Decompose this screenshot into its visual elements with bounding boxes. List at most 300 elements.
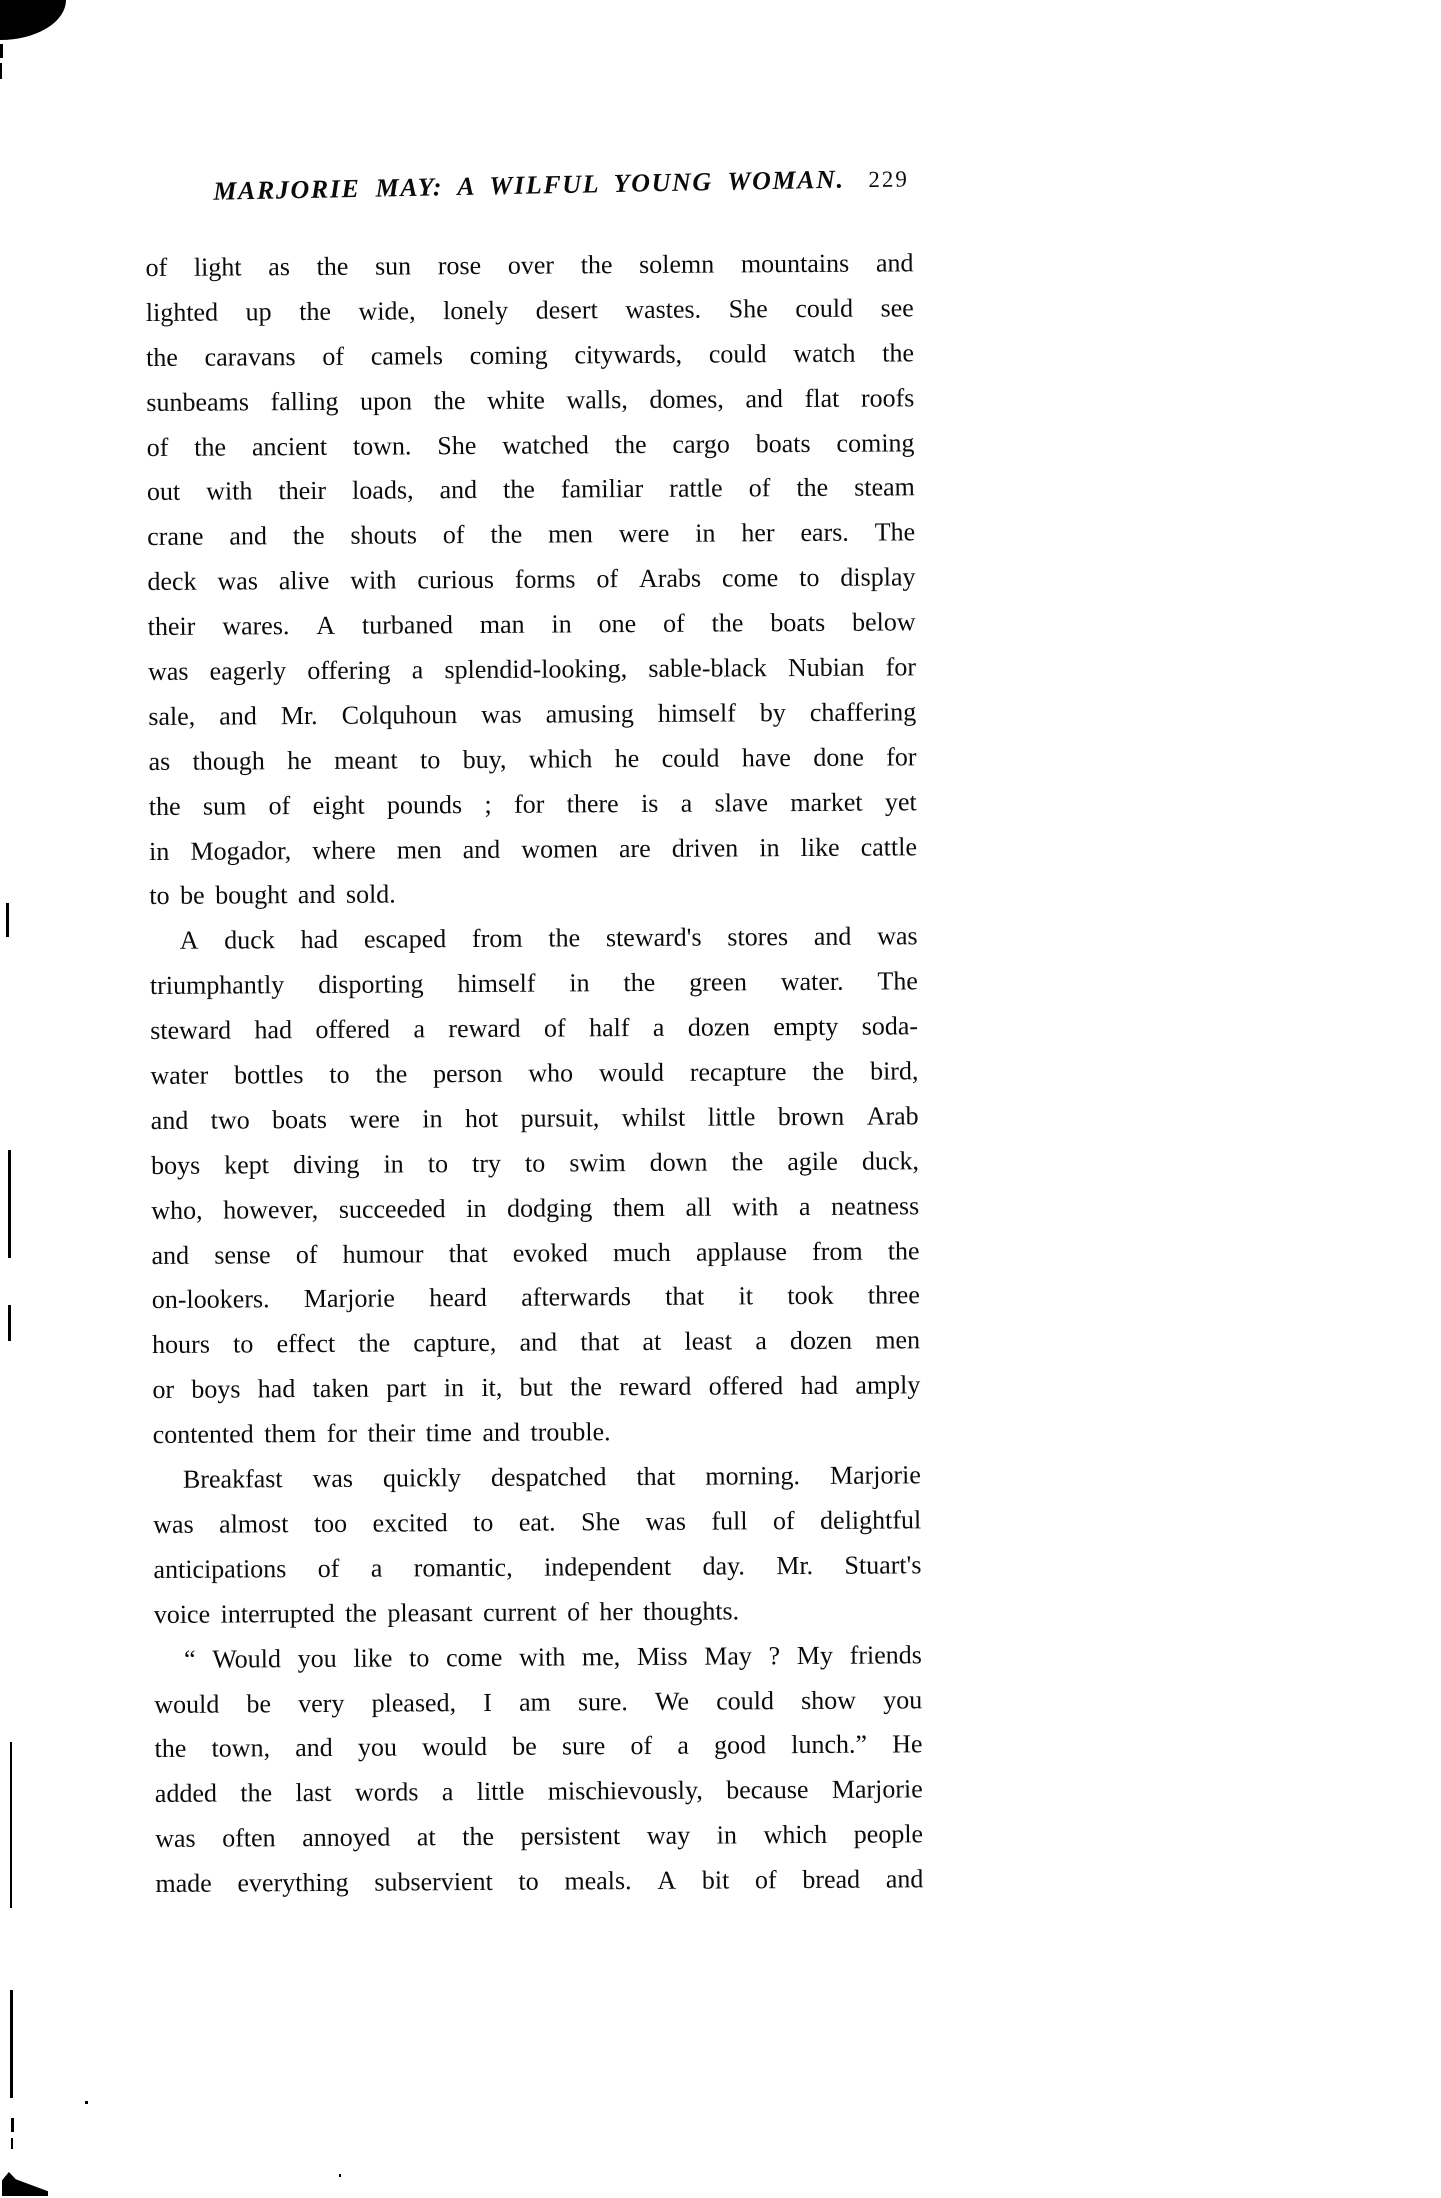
word: to: [518, 1866, 539, 1896]
scan-artifact-mark: [10, 1742, 12, 1908]
word: sable-black: [648, 653, 767, 683]
word: shouts: [350, 520, 418, 551]
word: Arab: [866, 1101, 919, 1131]
word: had: [300, 925, 339, 955]
word: loads,: [352, 475, 414, 506]
word: duck,: [861, 1146, 920, 1176]
word: to: [409, 1642, 430, 1673]
word: who,: [151, 1195, 203, 1225]
word: the: [548, 923, 581, 953]
word: see: [880, 293, 914, 323]
word: the: [292, 521, 325, 551]
word: himself: [457, 968, 536, 999]
word: afterwards: [521, 1282, 632, 1313]
word: sense: [214, 1239, 271, 1270]
word: morning.: [705, 1461, 801, 1491]
word: words: [354, 1777, 419, 1808]
word: water: [150, 1060, 209, 1091]
word: water.: [780, 966, 844, 997]
word: that: [636, 1461, 676, 1492]
scan-artifact-mark: [0, 44, 3, 58]
word: too: [313, 1508, 348, 1538]
text-line: [147, 421, 915, 471]
word: it,: [481, 1373, 503, 1403]
word: chaffering: [809, 697, 917, 727]
word: he: [614, 743, 640, 773]
text-line: [150, 915, 918, 965]
word: and: [151, 1240, 190, 1270]
word: their: [147, 611, 196, 642]
word: sum: [202, 791, 247, 821]
word: the: [316, 251, 349, 281]
word: himself: [657, 698, 736, 728]
word: display: [840, 562, 916, 592]
word: like: [353, 1643, 393, 1673]
word: where: [312, 835, 376, 865]
word: wares.: [222, 611, 290, 641]
word: the: [299, 296, 332, 326]
word: one: [598, 609, 637, 639]
word: was: [147, 656, 189, 687]
word: a: [798, 1191, 811, 1221]
word: to: [524, 1148, 546, 1178]
text-line: [149, 780, 917, 830]
word: mountains: [740, 248, 850, 279]
word: boys: [150, 1150, 201, 1180]
word: day.: [702, 1551, 745, 1581]
word: duck: [224, 925, 275, 955]
word: deck: [147, 566, 197, 597]
word: the: [462, 1822, 495, 1852]
text-line: [151, 1094, 919, 1144]
word: A: [657, 1865, 677, 1895]
word: of: [543, 1013, 566, 1043]
word: last: [295, 1778, 332, 1808]
word: town,: [211, 1733, 271, 1764]
word: was: [217, 566, 258, 596]
scan-artifact-mark: [0, 63, 2, 79]
word: of: [442, 520, 465, 550]
text-line: [154, 1633, 922, 1683]
word: bottles: [234, 1060, 304, 1090]
word: green: [689, 967, 747, 997]
word: on-lookers.: [151, 1284, 270, 1315]
word: could: [795, 293, 854, 323]
word: reward: [619, 1371, 692, 1402]
word: to: [233, 1329, 254, 1359]
word: done: [813, 742, 864, 772]
word: the: [490, 520, 523, 550]
word: camels: [370, 340, 444, 371]
word: as: [268, 252, 290, 282]
text-line: [153, 1498, 921, 1548]
word: the: [503, 475, 535, 505]
word: below: [851, 607, 916, 637]
word: all: [685, 1192, 712, 1222]
text-line: [155, 1812, 923, 1862]
word: delightful: [820, 1505, 922, 1535]
text-line: [150, 960, 918, 1010]
word: with: [206, 476, 253, 507]
word: Miss: [636, 1641, 688, 1671]
word: man: [479, 609, 525, 640]
word: for: [885, 652, 917, 682]
word: you: [297, 1643, 337, 1673]
word: in: [466, 1193, 487, 1223]
word: steward's: [605, 922, 702, 953]
word: triumphantly: [149, 970, 285, 1001]
word: Marjorie: [829, 1460, 921, 1490]
word: “: [183, 1644, 196, 1674]
word: at: [642, 1327, 662, 1357]
word: lonely: [443, 295, 509, 326]
text-column: [145, 164, 924, 1907]
text-line: [154, 1723, 922, 1773]
word: curious: [417, 565, 495, 595]
word: good: [713, 1730, 767, 1760]
word: dozen: [687, 1012, 751, 1042]
word: ;: [484, 789, 492, 819]
word: in: [716, 1820, 738, 1850]
word: of: [754, 1865, 777, 1895]
text-line: [152, 1364, 920, 1414]
text-line: [148, 600, 916, 650]
word: that: [665, 1282, 705, 1312]
word: pounds: [386, 789, 463, 820]
word: the: [240, 1778, 273, 1808]
word: swim: [569, 1147, 626, 1178]
word: wastes.: [625, 294, 702, 324]
word: would: [598, 1057, 665, 1088]
word: her: [741, 518, 775, 548]
word: escaped: [363, 924, 447, 955]
word: in: [569, 968, 590, 998]
word: made: [155, 1868, 212, 1899]
word: wide,: [358, 296, 416, 326]
text-line: [152, 1319, 920, 1369]
word: My: [796, 1640, 834, 1670]
word: have: [741, 742, 791, 773]
word: boats: [272, 1104, 328, 1135]
word: town.: [352, 430, 412, 461]
word: applause: [695, 1236, 788, 1267]
scan-artifact-mark: [11, 2138, 13, 2149]
word: in: [149, 836, 170, 866]
word: in: [695, 518, 716, 548]
word: ancient: [251, 431, 328, 461]
word: excited: [372, 1508, 448, 1538]
word: offered: [315, 1014, 391, 1045]
word: a: [755, 1326, 767, 1356]
word: romantic,: [413, 1552, 513, 1583]
word: sure.: [577, 1686, 628, 1716]
scan-artifact-corner-bottom-left: [2, 2172, 48, 2196]
word: were: [349, 1104, 401, 1134]
word: little: [707, 1102, 756, 1132]
word: in: [383, 1149, 404, 1179]
word: who: [528, 1058, 574, 1088]
scan-artifact-speck: [339, 2174, 341, 2177]
word: he: [287, 745, 312, 775]
word: very: [298, 1688, 345, 1718]
text-line: [148, 690, 916, 740]
word: because: [726, 1775, 809, 1805]
word: had: [800, 1371, 839, 1401]
word: men: [396, 834, 442, 865]
word: amply: [855, 1370, 921, 1400]
word: with: [518, 1642, 566, 1672]
word: ?: [768, 1640, 781, 1670]
text-line: [148, 645, 916, 695]
word: the: [614, 429, 647, 459]
word: rattle: [669, 473, 723, 504]
word: and: [745, 383, 784, 414]
word: of: [317, 1553, 340, 1583]
word: lighted: [145, 297, 219, 327]
word: turbaned: [361, 610, 454, 640]
word: be: [246, 1688, 272, 1718]
text-line: [147, 466, 915, 516]
word: would: [422, 1732, 488, 1762]
word: which: [763, 1820, 828, 1850]
word: persistent: [520, 1821, 621, 1851]
word: was: [877, 921, 918, 951]
word: eagerly: [209, 656, 287, 686]
text-line: [154, 1678, 922, 1728]
word: mischievously,: [547, 1775, 703, 1806]
word: reward: [448, 1013, 521, 1044]
word: annoyed: [302, 1822, 391, 1853]
word: light: [193, 252, 242, 282]
word: quickly: [382, 1463, 462, 1493]
word: the: [812, 1056, 845, 1086]
word: of: [322, 341, 345, 371]
word: of: [145, 252, 168, 282]
word: part: [386, 1373, 427, 1403]
running-title: MARJORIE MAY: A WILFUL YOUNG WOMAN.: [213, 164, 845, 206]
word: took: [787, 1281, 834, 1311]
word: full: [711, 1506, 748, 1536]
word: the: [623, 968, 656, 998]
word: cattle: [860, 831, 918, 862]
word: and: [150, 1105, 189, 1135]
word: men: [875, 1325, 921, 1355]
scan-artifact-mark: [8, 1150, 11, 1258]
word: bread: [802, 1864, 861, 1895]
text-line: [153, 1453, 921, 1503]
word: anticipations: [153, 1553, 287, 1584]
word: stores: [727, 922, 789, 952]
word: the: [194, 432, 227, 462]
word: their: [278, 476, 327, 506]
word: A: [316, 610, 336, 641]
word: the: [887, 1235, 920, 1266]
text-line: [145, 241, 913, 291]
word: watch: [793, 338, 856, 368]
word: Colquhoun: [341, 700, 458, 730]
word: boats: [755, 428, 811, 458]
text-line: voice interrupted the pleasant current of her thoughts.: [153, 1596, 740, 1629]
word: least: [684, 1326, 733, 1357]
word: Marjorie: [831, 1774, 923, 1805]
word: try: [471, 1148, 502, 1178]
scan-artifact-speck: [85, 2101, 88, 2104]
word: independent: [543, 1551, 672, 1582]
word: walls,: [566, 384, 628, 415]
scan-artifact-mark: [6, 903, 9, 937]
word: come: [721, 563, 779, 593]
word: had: [257, 1374, 296, 1404]
word: from: [811, 1236, 863, 1266]
word: market: [790, 787, 863, 817]
text-line: [155, 1857, 923, 1907]
word: was: [481, 699, 522, 729]
word: you: [883, 1684, 923, 1715]
word: and: [519, 1327, 558, 1358]
word: boats: [770, 607, 826, 638]
word: citywards,: [574, 339, 683, 370]
word: subservient: [374, 1866, 493, 1897]
word: though: [192, 746, 265, 776]
word: often: [222, 1823, 276, 1853]
word: He: [892, 1729, 923, 1759]
word: the: [570, 1372, 602, 1402]
word: them: [612, 1192, 665, 1222]
word: for: [513, 789, 545, 819]
word: Mr.: [280, 700, 318, 731]
word: added: [154, 1778, 218, 1809]
word: show: [801, 1685, 857, 1715]
word: of: [748, 473, 771, 503]
word: despatched: [490, 1462, 607, 1492]
word: in: [422, 1104, 443, 1134]
word: of: [630, 1731, 653, 1761]
text-line: [151, 1139, 919, 1189]
word: caravans: [204, 341, 296, 372]
word: and: [813, 922, 852, 952]
word: She: [728, 294, 768, 324]
word: to: [427, 1148, 449, 1179]
word: to: [329, 1059, 350, 1089]
word: but: [519, 1372, 553, 1402]
word: am: [518, 1687, 551, 1717]
text-line: [155, 1768, 923, 1818]
word: meant: [334, 745, 398, 775]
word: the: [148, 791, 181, 821]
word: She: [580, 1507, 621, 1537]
word: falling: [270, 386, 339, 416]
text-line: [150, 1049, 918, 1099]
word: yet: [884, 786, 917, 817]
scan-artifact-corner-top-left: [0, 0, 66, 40]
word: watched: [502, 429, 589, 460]
word: splendid-looking,: [444, 654, 628, 685]
word: Breakfast: [182, 1464, 283, 1494]
text-line: [153, 1543, 921, 1593]
word: and: [885, 1864, 924, 1894]
word: half: [588, 1013, 630, 1043]
word: slave: [714, 787, 769, 818]
text-line: contented them for their time and trouble.: [152, 1417, 611, 1450]
word: like: [800, 832, 840, 862]
word: recapture: [689, 1057, 787, 1087]
word: May: [704, 1640, 752, 1671]
word: women: [521, 833, 598, 864]
word: Would: [212, 1643, 282, 1674]
word: crane: [147, 521, 204, 552]
word: Mr.: [776, 1550, 814, 1580]
word: it: [738, 1281, 754, 1311]
word: a: [370, 1553, 383, 1583]
word: up: [245, 297, 272, 327]
word: men: [548, 519, 593, 549]
word: amusing: [545, 698, 634, 729]
word: and: [875, 248, 914, 278]
text-line: [151, 1184, 919, 1234]
word: sun: [374, 251, 412, 281]
word: a: [652, 1012, 665, 1043]
word: were: [618, 519, 670, 549]
word: you: [357, 1732, 398, 1763]
word: meals.: [564, 1866, 632, 1896]
word: me,: [581, 1641, 621, 1671]
word: upon: [359, 386, 413, 416]
word: coming: [469, 340, 548, 370]
word: taken: [312, 1373, 369, 1404]
word: sale,: [148, 701, 196, 731]
word: familiar: [560, 474, 644, 504]
word: to: [799, 563, 820, 593]
word: and: [462, 834, 501, 864]
word: a: [413, 1014, 426, 1044]
word: in: [759, 832, 780, 862]
word: over: [507, 250, 555, 280]
word: the: [580, 250, 613, 280]
word: of: [596, 564, 619, 594]
word: Marjorie: [303, 1283, 395, 1314]
text-line: [146, 286, 914, 336]
word: to: [473, 1507, 494, 1537]
word: driven: [671, 832, 739, 863]
word: eat.: [518, 1507, 556, 1537]
word: hours: [152, 1330, 210, 1360]
word: friends: [849, 1639, 922, 1670]
word: however,: [223, 1194, 319, 1225]
word: was: [312, 1463, 354, 1494]
word: Stuart's: [844, 1550, 922, 1580]
word: forms: [514, 564, 576, 594]
word: whilst: [621, 1102, 686, 1133]
text-line: to be bought and sold.: [149, 879, 396, 911]
word: a: [677, 1731, 689, 1761]
word: would: [154, 1689, 220, 1719]
word: A: [179, 926, 199, 956]
word: the: [882, 338, 915, 368]
word: effect: [276, 1329, 336, 1359]
word: boys: [191, 1374, 241, 1405]
word: people: [853, 1819, 924, 1849]
text-line: [147, 511, 915, 561]
word: that: [580, 1327, 620, 1357]
word: eight: [312, 790, 365, 820]
word: could: [661, 743, 720, 773]
word: there: [566, 788, 619, 819]
word: with: [350, 565, 397, 595]
word: ears.: [800, 518, 849, 548]
word: solemn: [639, 249, 715, 279]
word: the: [711, 608, 744, 638]
word: Nubian: [787, 652, 865, 683]
